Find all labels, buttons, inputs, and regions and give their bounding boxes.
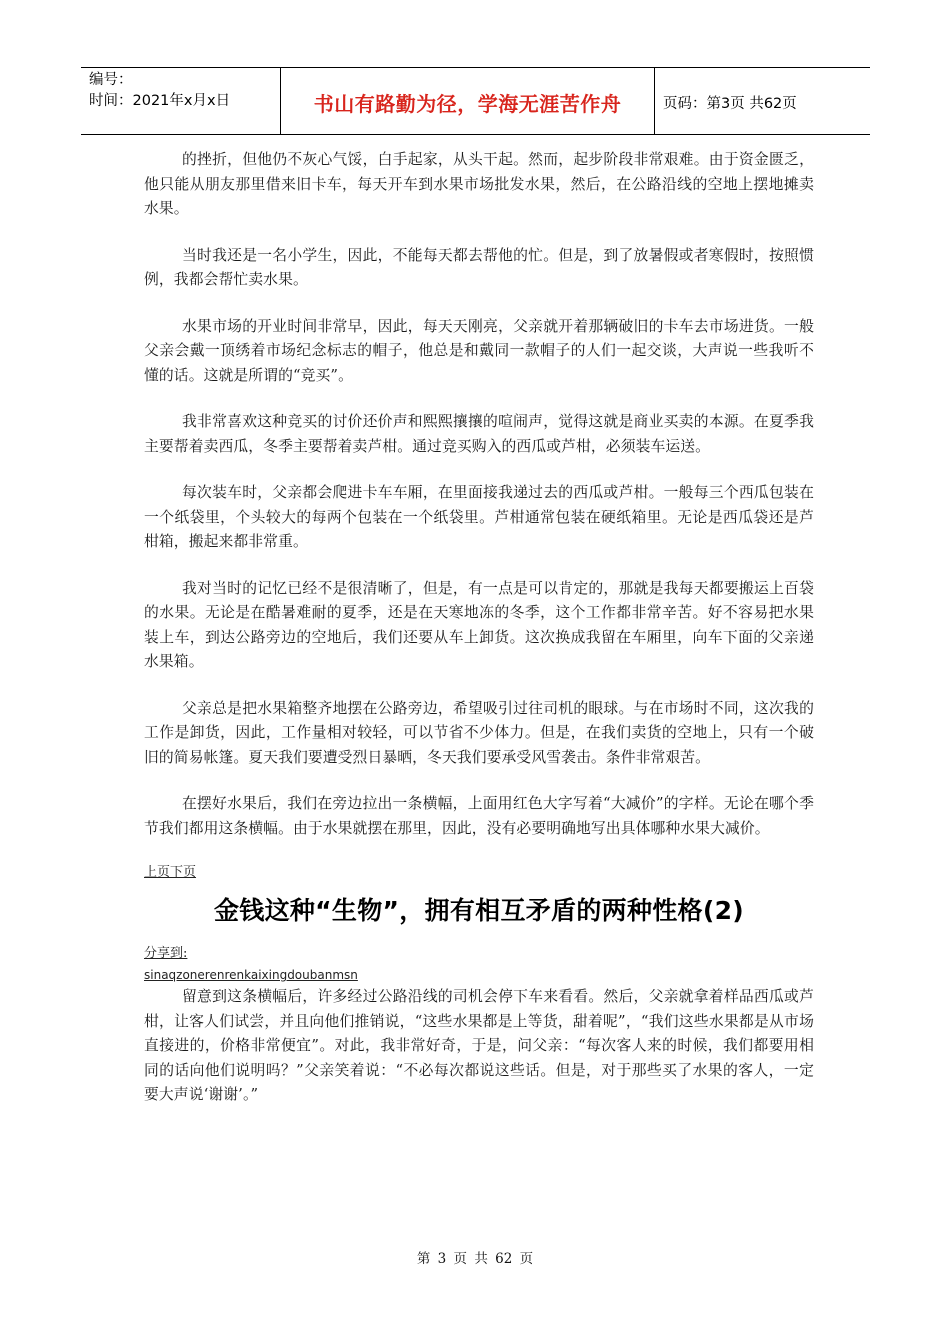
body-paragraph: 留意到这条横幅后，许多经过公路沿线的司机会停下车来看看。然后，父亲就拿着样品西瓜或芦柑，让客人们试尝，并且向他们推销说，“这些水果都是上等货，甜着呢”，“我们这些水果都是从市场直接进的，价格非常便宜”。对此，我非常好奇，于是，问父亲：“每次客人来的时候，我们都要用相同的话向他们说明吗？”父亲笑着说：“不必每次都说这些话。但是，对于那些买了水果的客人，一定要大声说‘谢谢’。”: [144, 988, 814, 1103]
article-title: 金钱这种“生物”，拥有相互矛盾的两种性格(2): [213, 896, 744, 925]
header-divider: [654, 68, 655, 134]
body-paragraph: 我非常喜欢这种竞买的讨价还价声和熙熙攘攘的喧闹声，觉得这就是商业买卖的本源。在夏季我主要帮着卖西瓜，冬季主要帮着卖芦柑。通过竞买购入的西瓜或芦柑，必须装车运送。: [144, 413, 814, 455]
header-motto: 书山有路勤为径，学海无涯苦作舟: [313, 92, 622, 116]
body-paragraph: 每次装车时，父亲都会爬进卡车车厢，在里面接我递过去的西瓜或芦柑。一般每三个西瓜包装在一个纸袋里，个头较大的每两个包装在一个纸袋里。芦柑通常包装在硬纸箱里。无论是西瓜袋还是芦柑箱，搬起来都非常重。: [144, 484, 814, 550]
page-footer: 第 3 页 共 62 页: [416, 1251, 534, 1267]
header-meta: [89, 70, 279, 112]
body-paragraph: 的挫折，但他仍不灰心气馁，白手起家，从头干起。然而，起步阶段非常艰难。由于资金匮乏，他只能从朋友那里借来旧卡车，每天开车到水果市场批发水果，然后，在公路沿线的空地上摆地摊卖水果。: [144, 151, 814, 217]
body-paragraph: 当时我还是一名小学生，因此，不能每天都去帮他的忙。但是，到了放暑假或者寒假时，按照惯例，我都会帮忙卖水果。: [144, 246, 814, 288]
body-paragraph: 父亲总是把水果箱整齐地摆在公路旁边，希望吸引过往司机的眼球。与在市场时不同，这次我的工作是卸货，因此，工作量相对较轻，可以节省不少体力。但是，在我们卖货的空地上，只有一个破旧的简易帐篷。夏天我们要遭受烈日暴晒，冬天我们要承受风雪袭击。条件非常艰苦。: [144, 699, 814, 766]
header-page-number: 页码：第3页 共62页: [663, 96, 797, 112]
body-paragraph: 水果市场的开业时间非常早，因此，每天天刚亮，父亲就开着那辆破旧的卡车去市场进货。一般父亲会戴一顶绣着市场纪念标志的帽子，他总是和戴同一款帽子的人们一起交谈，大声说一些我听不懂的话。这就是所谓的“竞买”。: [144, 317, 814, 384]
header-date: 时间：2021年x月x日: [89, 93, 231, 109]
document-body: [144, 148, 814, 1108]
share-links[interactable]: sinaqzonerenrenkaixingdoubanmsn: [144, 968, 358, 982]
header-number: 编号：: [89, 72, 133, 88]
share-label[interactable]: 分享到:: [144, 946, 188, 961]
body-paragraph: 在摆好水果后，我们在旁边拉出一条横幅，上面用红色大字写着“大减价”的字样。无论在哪个季节我们都用这条横幅。由于水果就摆在那里，因此，没有必要明确地写出具体哪种水果大减价。: [144, 795, 814, 837]
body-paragraph: 我对当时的记忆已经不是很清晰了，但是，有一点是可以肯定的，那就是我每天都要搬运上百袋的水果。无论是在酷暑难耐的夏季，还是在天寒地冻的冬季，这个工作都非常辛苦。好不容易把水果装上车，到达公路旁边的空地后，我们还要从车上卸货。这次换成我留在车厢里，向车下面的父亲递水果箱。: [144, 579, 814, 670]
page-nav-link[interactable]: 上页下页: [144, 865, 197, 880]
page-header: [81, 67, 870, 135]
